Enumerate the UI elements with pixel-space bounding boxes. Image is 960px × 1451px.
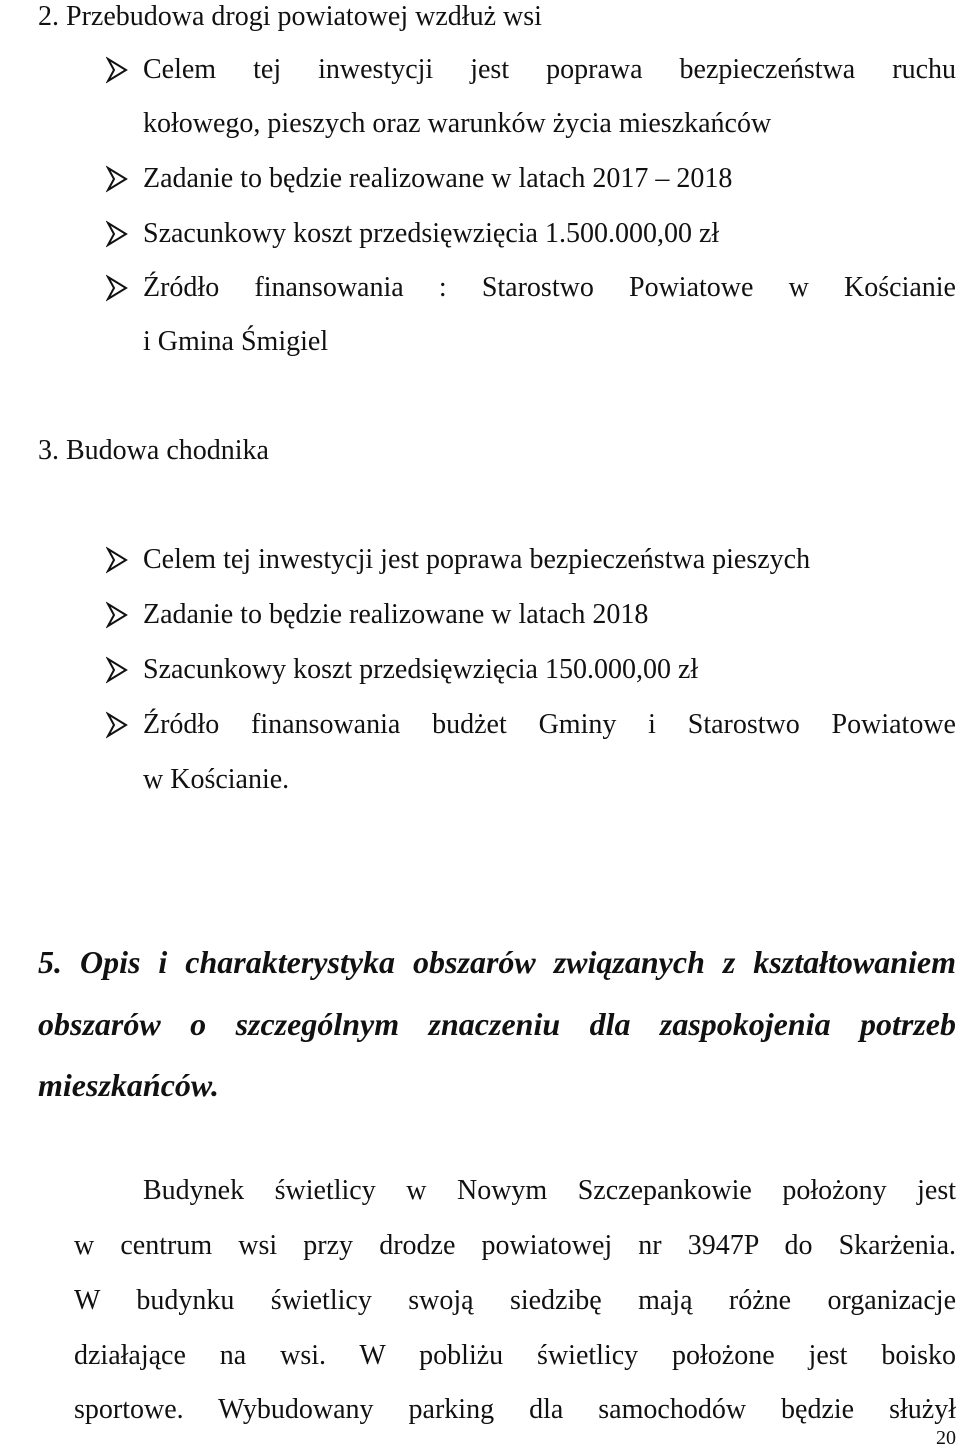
section-2-bullet-2: Zadanie to będzie realizowane w latach 2017 – 2018 xyxy=(143,163,733,194)
arrowhead-bullet-icon xyxy=(106,656,128,684)
section-3-bullet-4-line-1: Źródło finansowania budżet Gminy i Starostwo Powiatowe xyxy=(143,709,956,740)
arrowhead-bullet-icon xyxy=(106,165,128,193)
arrowhead-bullet-icon xyxy=(106,711,128,739)
section-3-bullet-4-line-2: w Kościanie. xyxy=(143,764,290,795)
section-2-bullet-4-line-1: Źródło finansowania : Starostwo Powiatowe w Kościanie xyxy=(143,272,956,303)
arrowhead-bullet-icon xyxy=(106,274,128,302)
paragraph-line-2: w centrum wsi przy drodze powiatowej nr 3947P do Skarżenia. xyxy=(74,1230,956,1261)
section-3-bullet-3: Szacunkowy koszt przedsięwzięcia 150.000,00 zł xyxy=(143,654,699,685)
paragraph-line-1: Budynek świetlicy w Nowym Szczepankowie położony jest xyxy=(143,1175,956,1206)
section-2-title: 2. Przebudowa drogi powiatowej wzdłuż wsi xyxy=(38,1,542,32)
arrowhead-bullet-icon xyxy=(106,56,128,84)
section-3-bullet-2: Zadanie to będzie realizowane w latach 2018 xyxy=(143,599,649,630)
section-5-heading-line-3: mieszkańców. xyxy=(38,1067,220,1103)
section-5-heading-line-2: obszarów o szczególnym znaczeniu dla zaspokojenia potrzeb xyxy=(38,1006,956,1042)
arrowhead-bullet-icon xyxy=(106,546,128,574)
page-number: 20 xyxy=(936,1427,956,1449)
section-2-bullet-4-line-2: i Gmina Śmigiel xyxy=(143,326,329,357)
section-3-title: 3. Budowa chodnika xyxy=(38,435,269,466)
paragraph-line-4: działające na wsi. W pobliżu świetlicy położone jest boisko xyxy=(74,1340,956,1371)
section-2-bullet-1-line-1: Celem tej inwestycji jest poprawa bezpieczeństwa ruchu xyxy=(143,54,956,85)
arrowhead-bullet-icon xyxy=(106,220,128,248)
section-3-bullet-1: Celem tej inwestycji jest poprawa bezpieczeństwa pieszych xyxy=(143,544,811,575)
section-2-bullet-3: Szacunkowy koszt przedsięwzięcia 1.500.000,00 zł xyxy=(143,218,720,249)
section-5-heading-line-1: 5. Opis i charakterystyka obszarów związanych z kształtowaniem xyxy=(38,944,956,980)
section-2-bullet-1-line-2: kołowego, pieszych oraz warunków życia mieszkańców xyxy=(143,108,772,139)
arrowhead-bullet-icon xyxy=(106,601,128,629)
paragraph-line-3: W budynku świetlicy swoją siedzibę mają różne organizacje xyxy=(74,1285,956,1316)
paragraph-line-5: sportowe. Wybudowany parking dla samochodów będzie służył xyxy=(74,1394,956,1425)
